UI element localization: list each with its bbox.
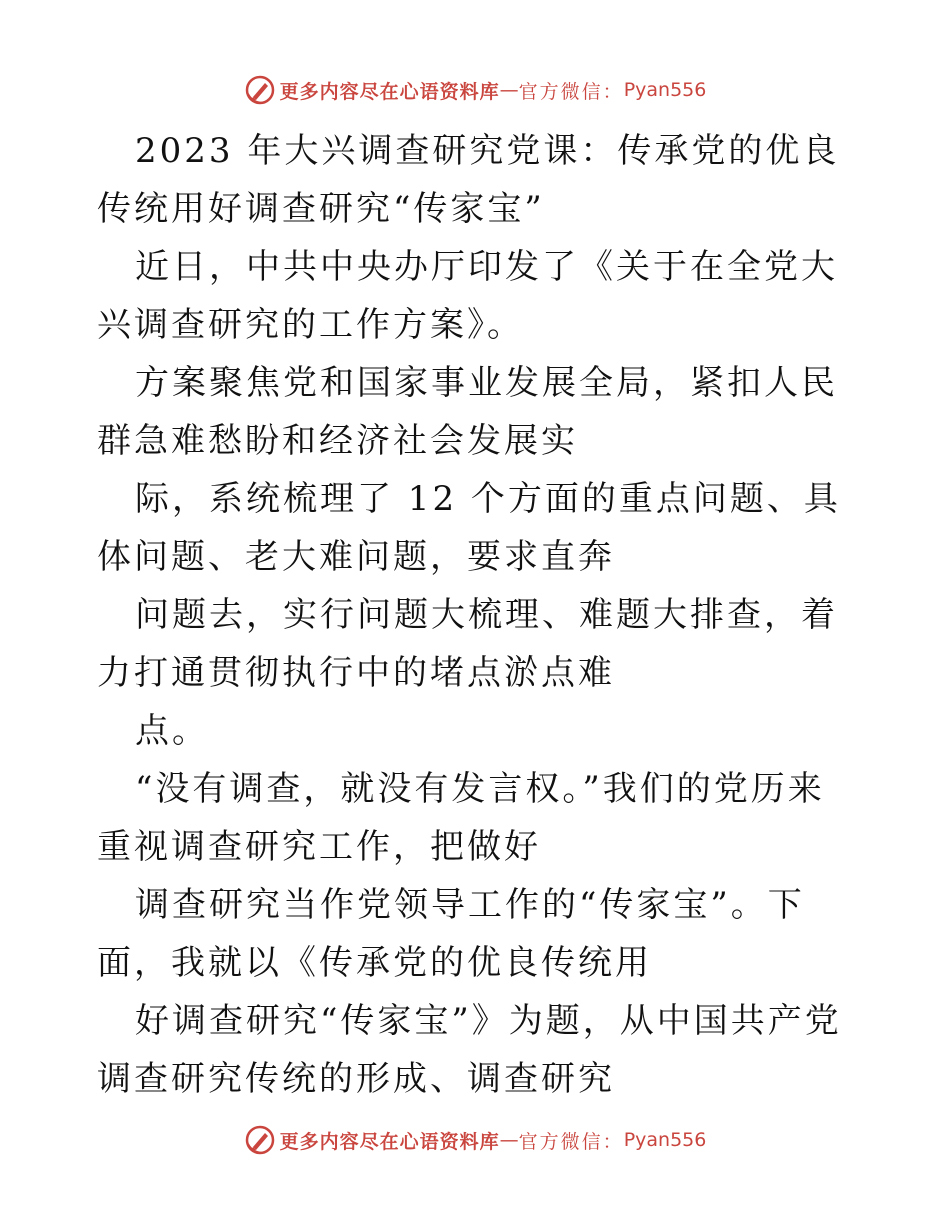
paragraph: 点。	[135, 711, 209, 751]
paragraph: “没有调查，就没有发言权。”我们的党历来重视调查研究工作，把做好	[97, 769, 825, 867]
paragraph: 际，系统梳理了 12 个方面的重点问题、具体问题、老大难问题，要求直奔	[97, 479, 841, 577]
watermark-dash: —	[499, 79, 519, 101]
watermark-wechat-id: Pyan556	[623, 79, 707, 101]
paragraph: 方案聚焦党和国家事业发展全局，紧扣人民群急难愁盼和经济社会发展实	[97, 363, 838, 461]
watermark-dash: —	[499, 1129, 519, 1151]
paragraph: 问题去，实行问题大梳理、难题大排查，着力打通贯彻执行中的堵点淤点难	[97, 595, 838, 693]
watermark-footer	[0, 1120, 950, 1160]
pen-nib-logo-icon	[244, 1124, 276, 1156]
watermark-brand: 更多内容尽在心语资料库	[279, 80, 500, 103]
watermark-official-label: 官方微信：	[518, 1130, 624, 1153]
paragraph: 好调查研究“传家宝”》为题，从中国共产党调查研究传统的形成、调查研究	[97, 1001, 842, 1099]
watermark-brand: 更多内容尽在心语资料库	[279, 1130, 500, 1153]
paragraph: 调查研究当作党领导工作的“传家宝”。下面，我就以《传承党的优良传统用	[97, 885, 805, 983]
watermark-header	[0, 70, 950, 110]
document-title: 2023 年大兴调查研究党课：传承党的优良传统用好调查研究“传家宝”	[97, 131, 840, 229]
watermark-wechat-id: Pyan556	[623, 1129, 707, 1151]
watermark-official-label: 官方微信：	[518, 80, 624, 103]
document-body	[97, 122, 857, 1108]
paragraph: 近日，中共中央办厅印发了《关于在全党大兴调查研究的工作方案》。	[97, 247, 838, 345]
pen-nib-logo-icon	[244, 74, 276, 106]
